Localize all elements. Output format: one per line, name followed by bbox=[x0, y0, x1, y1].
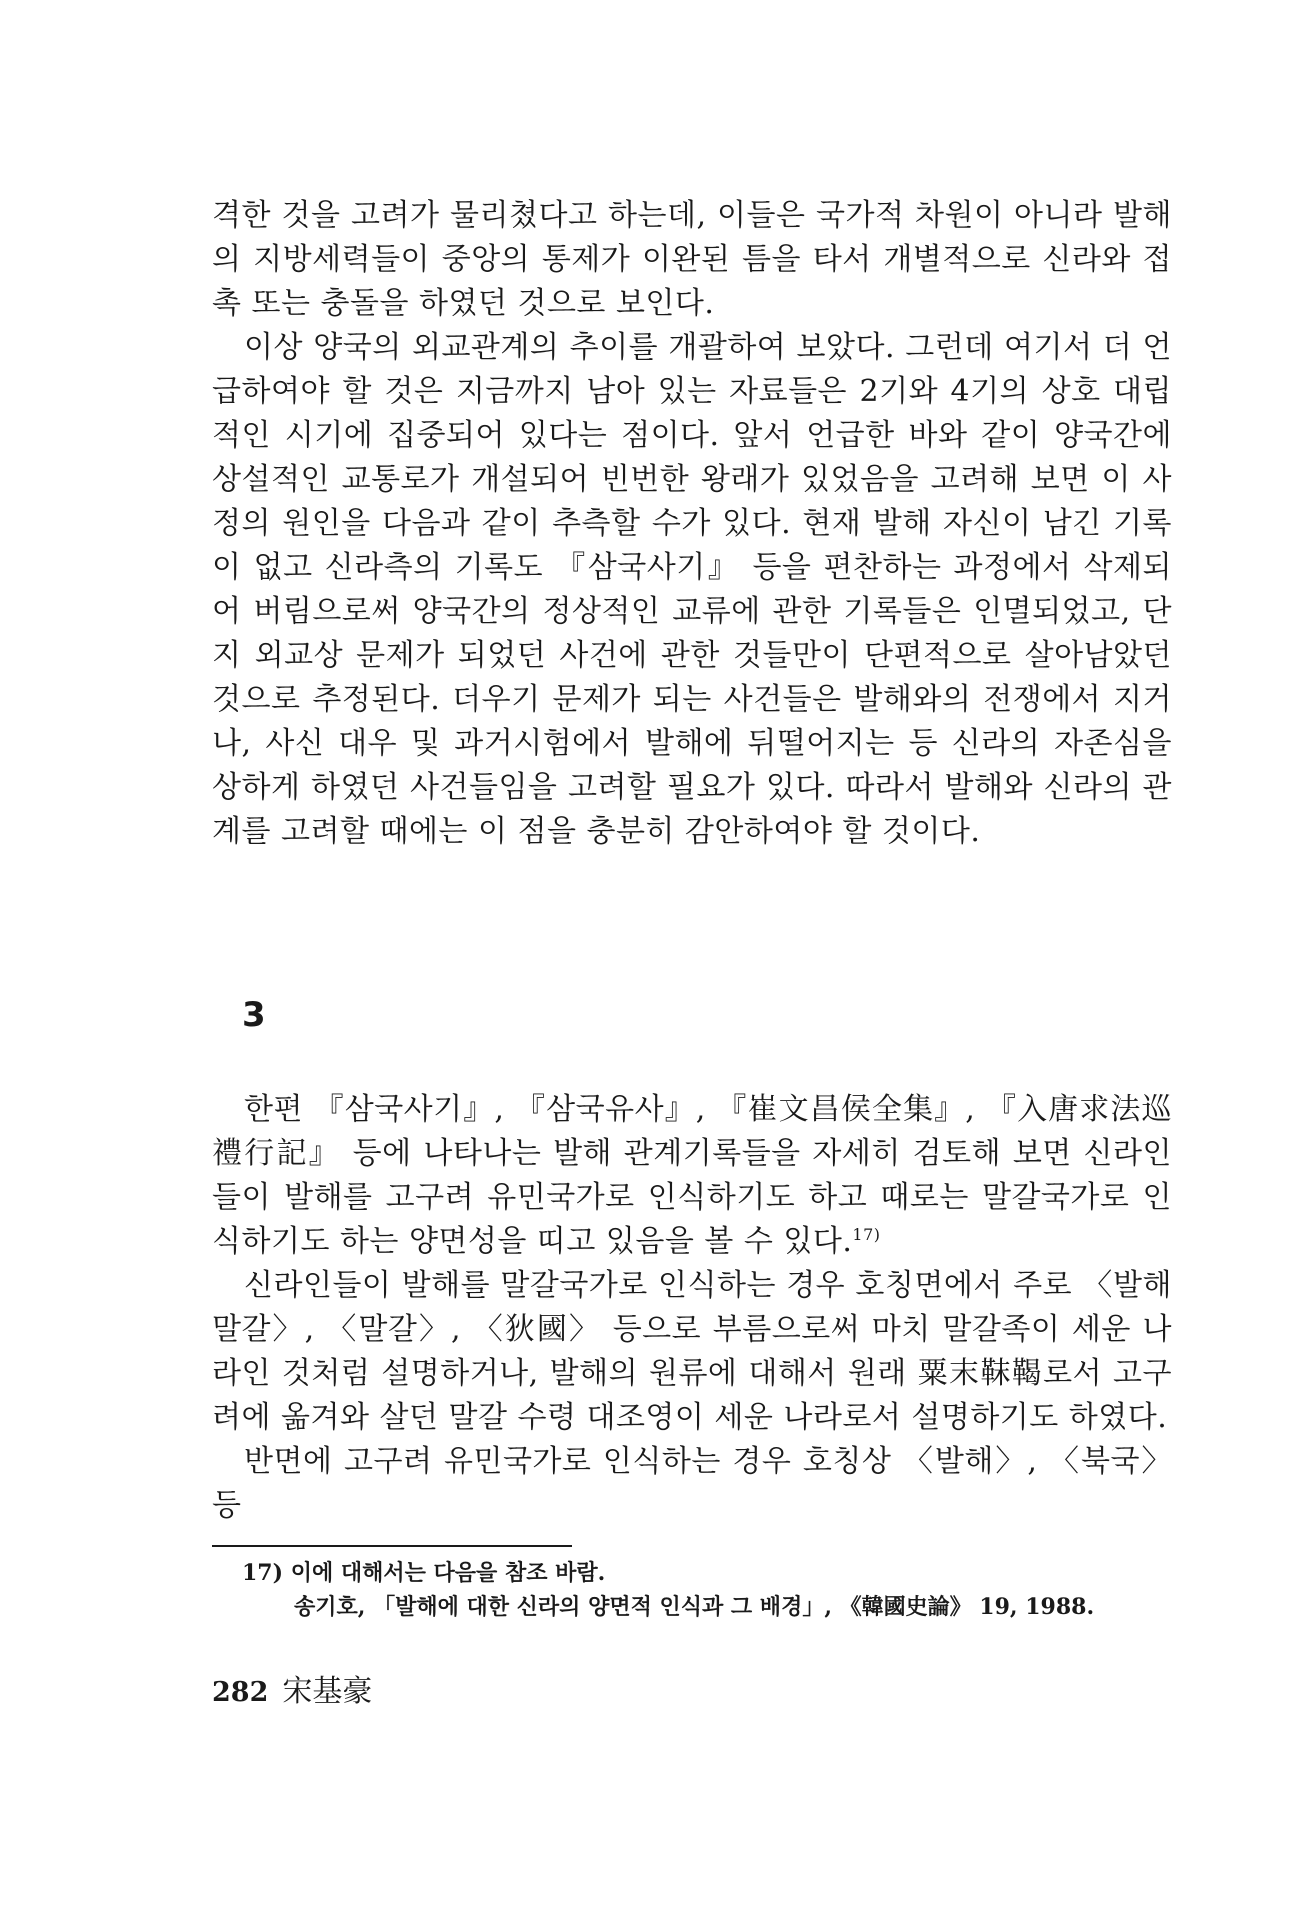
paragraph: 반면에 고구려 유민국가로 인식하는 경우 호칭상 〈발해〉, 〈북국〉 등 bbox=[212, 1444, 1172, 1523]
author-name: 宋基豪 bbox=[282, 1674, 373, 1709]
footnote-number: 17) bbox=[242, 1560, 284, 1586]
footnote-text: 이에 대해서는 다음을 참조 바람. bbox=[290, 1560, 606, 1586]
paragraph-text: 한편 『삼국사기』, 『삼국유사』, 『崔文昌侯全集』, 『入唐求法巡禮行記』 등에 나타나는 발해 관계기록들을 자세히 검토해 보면 신라인들이 발해를 고구려 유민국가로 인식하기도 하고 때로는 말갈국가로 인식하기도 하는 양면성을 띠고 있음을 볼 수 있다. bbox=[212, 1092, 1172, 1259]
paragraph: 신라인들이 발해를 말갈국가로 인식하는 경우 호칭면에서 주로 〈발해말갈〉, 〈말갈〉, 〈狄國〉 등으로 부름으로써 마치 말갈족이 세운 나라인 것처럼 설명하거나, 발해의 원류에 대해서 원래 粟末靺鞨로서 고구려에 옮겨와 살던 말갈 수령 대조영이 세운 나라로서 설명하기도 하였다. bbox=[212, 1268, 1172, 1435]
page-footer bbox=[212, 1666, 372, 1710]
footnote-reference: 17) bbox=[852, 1225, 881, 1244]
footnote-divider bbox=[212, 1545, 572, 1547]
footnote-citation: 송기호, 「발해에 대한 신라의 양면적 인식과 그 배경」, 《韓國史論》 19, 1988. bbox=[294, 1594, 1095, 1620]
paragraph: 이상 양국의 외교관계의 추이를 개괄하여 보았다. 그런데 여기서 더 언급하여야 할 것은 지금까지 남아 있는 자료들은 2기와 4기의 상호 대립적인 시기에 집중되어 있다는 점이다. 앞서 언급한 바와 같이 양국간에 상설적인 교통로가 개설되어 빈번한 왕래가 있었음을 고려해 보면 이 사정의 원인을 다음과 같이 추측할 수가 있다. 현재 발해 자신이 남긴 기록이 없고 신라측의 기록도 『삼국사기』 등을 편찬하는 과정에서 삭제되어 버림으로써 양국간의 정상적인 교류에 관한 기록들은 인멸되었고, 단지 외교상 문제가 되었던 사건에 관한 것들만이 단편적으로 살아남았던 것으로 추정된다. 더우기 문제가 되는 사건들은 발해와의 전쟁에서 지거나, 사신 대우 및 과거시험에서 발해에 뒤떨어지는 등 신라의 자존심을 상하게 하였던 사건들임을 고려할 필요가 있다. 따라서 발해와 신라의 관계를 고려할 때에는 이 점을 충분히 감안하여야 할 것이다. bbox=[212, 330, 1172, 849]
footnote-line-1 bbox=[242, 1556, 1172, 1590]
body-text-top bbox=[212, 194, 1172, 854]
paragraph bbox=[212, 1088, 1172, 1264]
paragraph-continuation: 격한 것을 고려가 물리쳤다고 하는데, 이들은 국가적 차원이 아니라 발해의 지방세력들이 중앙의 통제가 이완된 틈을 타서 개별적으로 신라와 접촉 또는 충돌을 하였던 것으로 보인다. bbox=[212, 198, 1172, 321]
body-text-section-3 bbox=[212, 1088, 1172, 1528]
page-number: 282 bbox=[212, 1677, 269, 1708]
section-heading: 3 bbox=[242, 995, 266, 1035]
footnote bbox=[242, 1556, 1172, 1624]
